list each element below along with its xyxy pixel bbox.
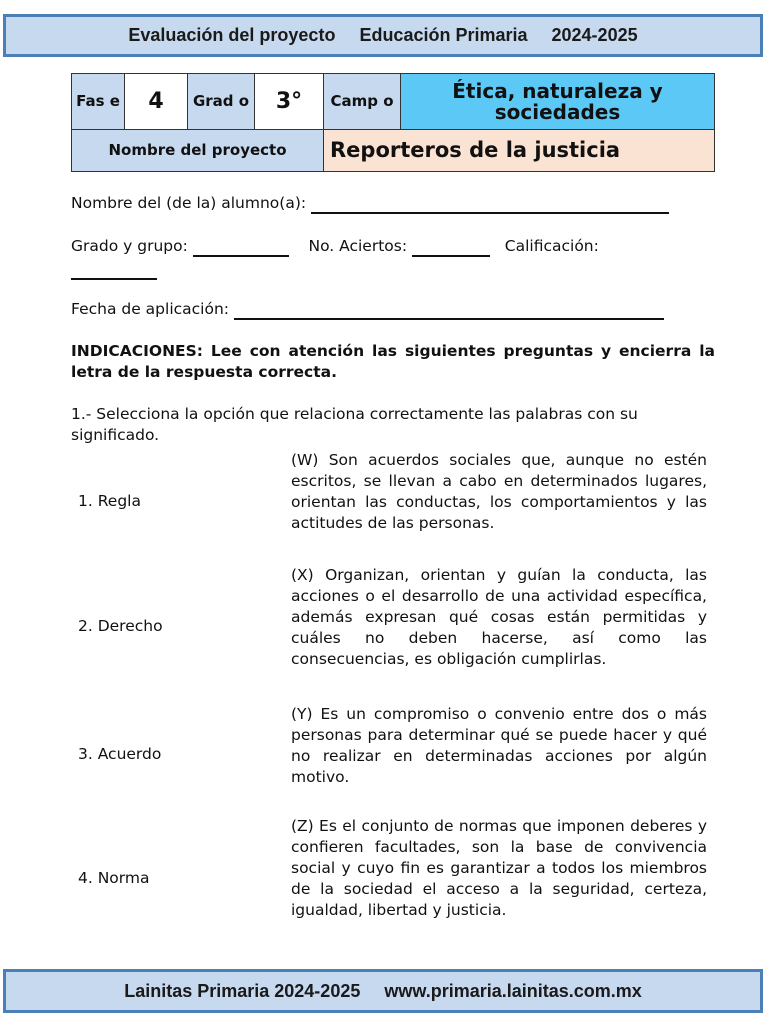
item-3: 3. Acuerdo — [78, 745, 162, 763]
date-field[interactable] — [234, 302, 664, 320]
info-table — [71, 73, 715, 172]
grade-label: Calificación: — [504, 237, 599, 255]
footer-banner — [3, 969, 763, 1013]
date-line — [71, 299, 715, 320]
project-value: Reporteros de la justicia — [324, 130, 715, 172]
grade-line — [71, 259, 715, 280]
group-field[interactable] — [193, 239, 289, 257]
definition-y: (Y) Es un compromiso o convenio entre dos o más personas para determinar qué se puede hacer y qué no realizar en determinadas acciones por algún motivo. — [291, 705, 707, 786]
group-line — [71, 236, 715, 257]
footer-url[interactable]: www.primaria.lainitas.com.mx — [384, 980, 642, 1001]
project-label: Nombre del proyecto — [72, 130, 324, 172]
footer-site-name: Lainitas Primaria 2024-2025 — [124, 980, 361, 1001]
fase-value: 4 — [125, 74, 188, 130]
grade-field[interactable] — [71, 262, 157, 280]
instructions: INDICACIONES: Lee con atención las siguientes preguntas y encierra la letra de la respuesta correcta. — [71, 342, 715, 381]
definition-w: (W) Son acuerdos sociales que, aunque no estén escritos, se llevan a cabo en determinados lugares, orientan las conductas, los comportamientos y las actitudes de las personas. — [291, 451, 707, 532]
item-2: 2. Derecho — [78, 617, 163, 635]
hits-label: No. Aciertos: — [308, 237, 408, 255]
definition-z: (Z) Es el conjunto de normas que imponen deberes y confieren facultades, son la base de convivencia social y cuyo fin es garantizar a todos los miembros de la sociedad el acceso a la seguridad, certeza, igualdad, libertad y justicia. — [291, 817, 707, 919]
campo-value: Ética, naturaleza y sociedades — [401, 74, 715, 130]
header-level: Educación Primaria — [359, 25, 528, 45]
grado-label: Grad o — [188, 74, 255, 130]
header-year: 2024-2025 — [551, 25, 638, 45]
date-label: Fecha de aplicación: — [71, 300, 230, 318]
student-label: Nombre del (de la) alumno(a): — [71, 194, 307, 212]
header-banner — [3, 14, 763, 57]
student-name-field[interactable] — [311, 196, 669, 214]
definition-x: (X) Organizan, orientan y guían la conducta, las acciones o el desarrollo de una actividad específica, además expresan qué cosas están permitidas y cuáles no deben hacerse, así como las consecuencias, es obligación cumplirlas. — [291, 566, 707, 668]
item-4: 4. Norma — [78, 869, 150, 887]
group-label: Grado y grupo: — [71, 237, 188, 255]
question-text: 1.- Selecciona la opción que relaciona correctamente las palabras con su significado. — [71, 405, 638, 444]
item-1: 1. Regla — [78, 492, 141, 510]
grado-value: 3° — [255, 74, 324, 130]
campo-label: Camp o — [324, 74, 401, 130]
student-name-line — [71, 193, 715, 214]
header-title: Evaluación del proyecto — [128, 25, 336, 45]
hits-field[interactable] — [412, 239, 490, 257]
fase-label: Fas e — [72, 74, 125, 130]
